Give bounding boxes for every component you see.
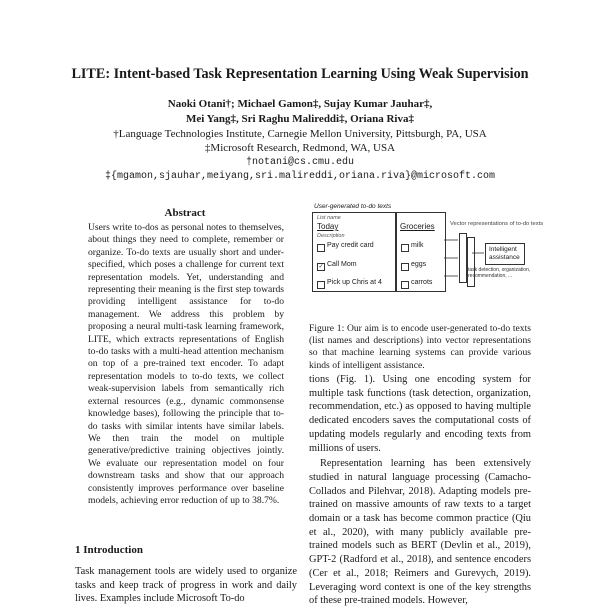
list-name-label: List name: [317, 215, 341, 221]
checkbox-checked-icon: ✓: [318, 264, 324, 270]
grocery-item: eggs: [411, 261, 427, 268]
assistance-detail: task detection, organization, recommendation, ...: [468, 267, 531, 279]
paragraph: tions (Fig. 1). Using one encoding system for multiple task functions (task detection, organization, recommendation, etc.) as opposed to having multiple dedicated encoders saves the computational costs of updating models regularly and encoding texts from millions of users.: [309, 374, 531, 454]
intro-text: Task management tools are widely used to organize tasks and keep track of progress in work and daily lives. Examples include Microsoft To-do: [75, 566, 297, 605]
authors-line-1: Naoki Otani†; Michael Gamon‡, Sujay Kumar Jauhar‡,: [167, 98, 433, 110]
abstract-text: Users write to-dos as personal notes to themselves, about things they need to complete, remember or organize. To-do texts are usually short and under-specified, which poses a challenge for current text representation models. Yet, understanding and representing their meaning is the first step towards providing intelligent assistance for to-do management. We address this problem by proposing a neural multi-task learning framework, LITE, which extracts representations of English to-do tasks with a multi-head attention mechanism on top of a pre-trained text encoder. To adapt representation models to to-do texts, we collect weak-supervision labels from semantically rich external resources (e.g., dynamic commonsense knowledge bases), following the principle that to-do tasks with similar intents have similar labels. We then train the model on multiple generative/predictive training objectives jointly. We evaluate our representation model on four downstream tasks and show that our approach consistently improves performance over baseline models, achieving error reduction of up to 38.7%.: [88, 222, 284, 506]
todo-list-box: [312, 212, 396, 292]
todo-item: Pay credit card: [327, 242, 374, 249]
affiliation-1: †Language Technologies Institute, Carnegie Mellon University, Pittsburgh, PA, USA: [113, 128, 487, 140]
vector-column-icon: [459, 233, 467, 283]
vector-label: Vector representations of to-do texts: [450, 221, 544, 227]
checkbox-icon: [317, 244, 325, 252]
groceries-list-box: [396, 212, 446, 292]
arrow-to-assistance: [470, 243, 486, 263]
figure-1: [310, 203, 544, 298]
paper-title: LITE: Intent-based Task Representation Learning Using Weak Supervision: [71, 66, 529, 82]
checkbox-icon: [401, 244, 409, 252]
email-1: †notani@cs.cmu.edu: [245, 157, 355, 168]
section-heading: 1 Introduction: [75, 544, 143, 556]
assistance-label: Intelligent assistance: [489, 246, 520, 261]
paragraph: Representation learning has been extensively studied in natural language processing (Camacho-Collados and Pilehvar, 2018). Adapting models pre-trained on massive amounts of raw texts to a target domain or a task has become common practice (Qiu et al., 2020), with many publicly available pre-trained models such as BERT (Devlin et al., 2019), GPT-2 (Radford et al., 2018), and sentence encoders (Cer et al., 2018; Reimers and Gurevych, 2019). Leveraging word context is one of the key strengths of these pre-trained models. However,: [309, 458, 531, 607]
todo-item: Pick up Chris at 4: [327, 279, 382, 286]
todo-item: Call Mom: [327, 261, 357, 268]
checkbox-icon: [401, 281, 409, 289]
authors-line-2: Mei Yang‡, Sri Raghu Malireddi‡, Oriana Riva‡: [186, 113, 414, 125]
affiliation-2: ‡Microsoft Research, Redmond, WA, USA: [204, 142, 396, 154]
figure-header: User-generated to-do texts: [314, 203, 392, 210]
right-column-body: [309, 373, 531, 608]
email-2: ‡{mgamon,sjauhar,meiyang,sri.malireddi,oriana.riva}@microsoft.com: [104, 171, 496, 182]
figure-caption: Figure 1: Our aim is to encode user-generated to-do texts (list names and descriptions) into vector representations so that machine learning systems can provide various kinds of intelligent assistance.: [309, 323, 531, 371]
assistance-box: [485, 243, 525, 265]
abstract-heading: Abstract: [164, 207, 206, 219]
checkbox-icon: [401, 263, 409, 271]
grocery-item: milk: [411, 242, 424, 249]
groceries-title: Groceries: [400, 222, 435, 231]
checkbox-icon: [317, 281, 325, 289]
grocery-item: carrots: [411, 279, 433, 286]
list-name: Today: [317, 222, 339, 231]
description-label: Description: [317, 233, 345, 239]
